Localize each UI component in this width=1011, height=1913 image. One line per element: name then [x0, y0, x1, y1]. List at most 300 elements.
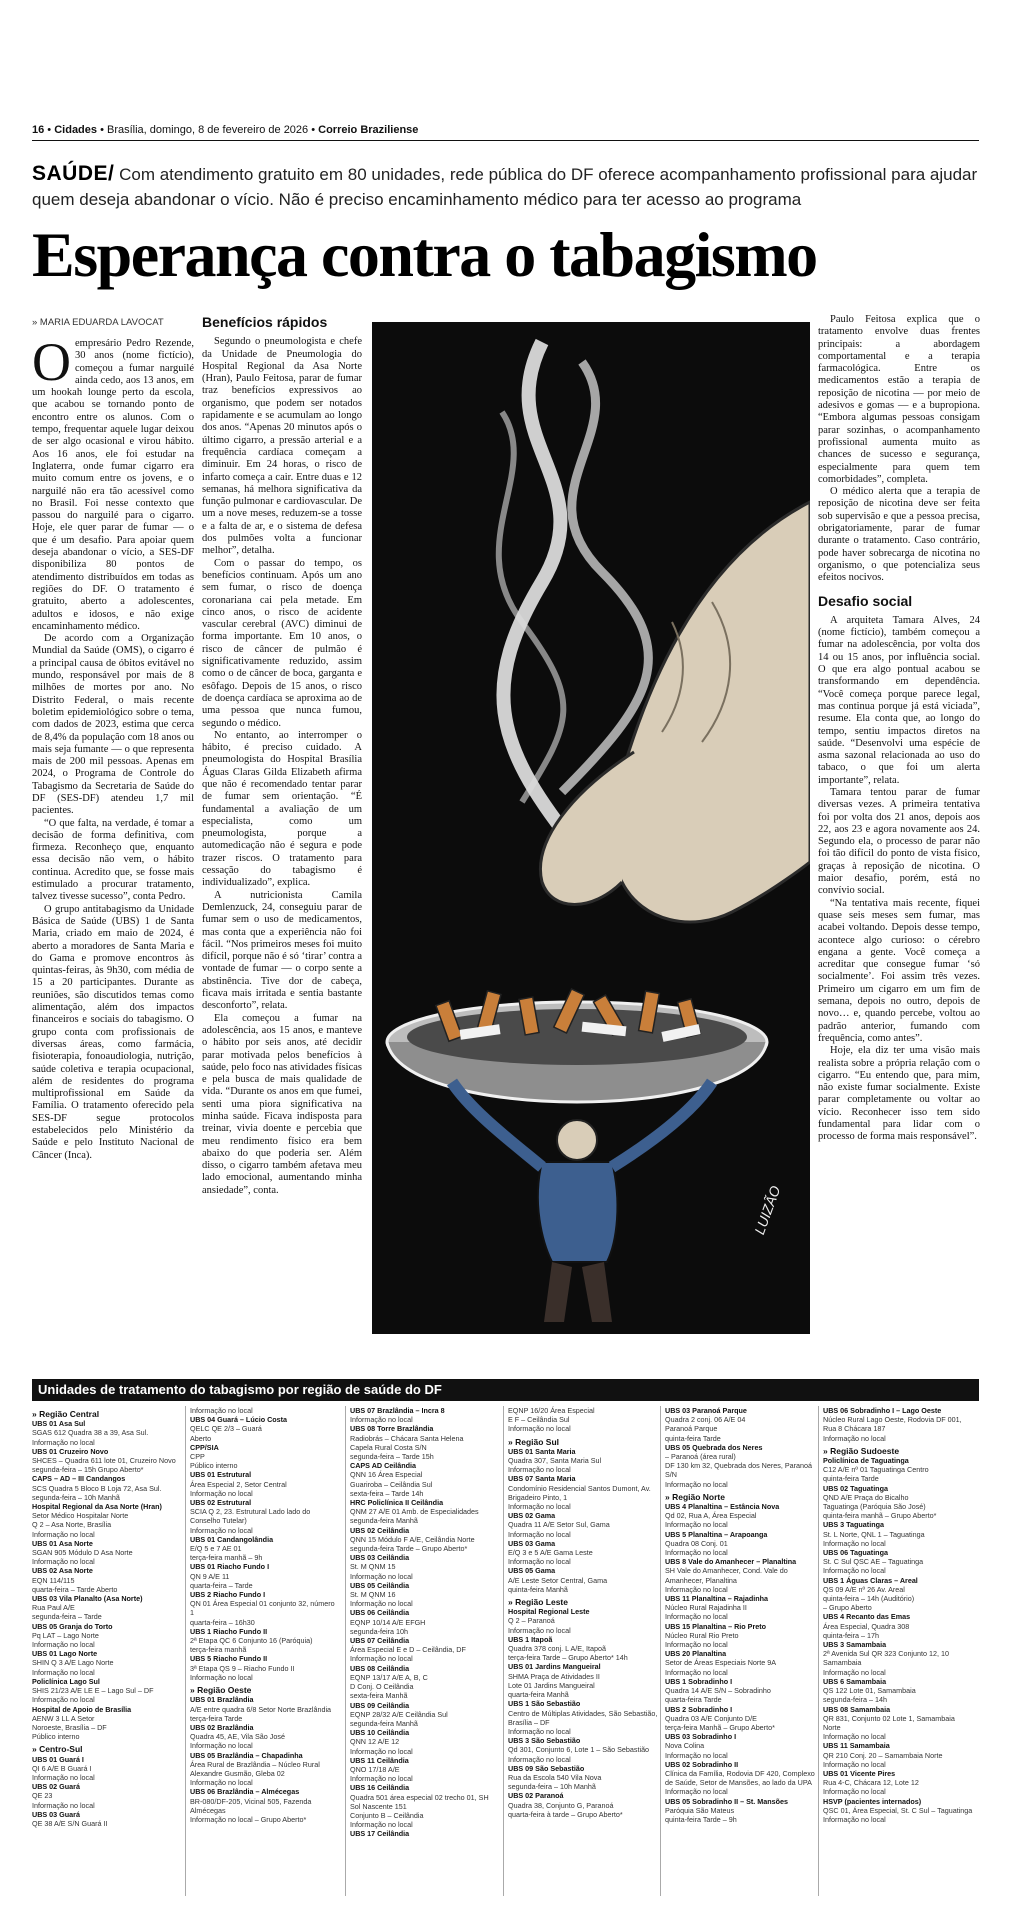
region-heading: » Região Central — [32, 1409, 100, 1419]
unit-detail: Informação no local — [823, 1814, 886, 1824]
unit-detail: QNN 16 Área Especial — [350, 1470, 423, 1480]
unit-detail: Informação no local — [823, 1759, 886, 1769]
unit-name: UBS 02 Paranoá — [508, 1791, 564, 1801]
unit-detail: Informação no local — [32, 1695, 95, 1705]
region-heading: » Centro-Sul — [32, 1744, 83, 1755]
unit-name: UBS 01 Jardins Mangueiral — [508, 1662, 601, 1672]
unit-name: UBS 11 Ceilândia — [350, 1755, 409, 1765]
unit-name: UBS 07 Ceilândia — [350, 1636, 410, 1646]
article-column-5 — [818, 314, 980, 1144]
unit-name: UBS 5 Planaltina – Arapoanga — [665, 1529, 768, 1539]
unit-detail: QNM 27 A/E 01 Amb. de Especialidades — [350, 1507, 479, 1517]
unit-detail: Capela Rural Costa S/N — [350, 1442, 427, 1452]
unit-name: Hospital Regional Leste — [508, 1607, 590, 1617]
unit-name: UBS 11 Planaltina – Rajadinha — [665, 1594, 769, 1604]
unit-detail: Público interno — [32, 1732, 80, 1742]
unit-detail: Núcleo Rural Rajadinha II — [665, 1603, 747, 1613]
column-divider — [345, 1406, 346, 1896]
unit-detail: – Grupo Aberto — [823, 1603, 872, 1613]
unit-detail: Área Especial E e D – Ceilândia, DF — [350, 1645, 466, 1655]
unit-detail: QN 9 A/E 11 — [190, 1571, 230, 1581]
unit-name: UBS 02 Sobradinho II — [665, 1759, 739, 1769]
unit-name: UBS 2 Riacho Fundo I — [190, 1590, 266, 1600]
units-column-4 — [508, 1406, 658, 1819]
unit-detail: QND A/E Praça do Bicalho — [823, 1492, 909, 1502]
unit-name: UBS 5 Riacho Fundo II — [190, 1654, 268, 1664]
unit-detail: quinta-feira – 14h (Auditório) — [823, 1594, 915, 1604]
page-number: 16 — [32, 124, 45, 136]
unit-detail: SGAN 905 Módulo D Asa Norte — [32, 1548, 133, 1558]
unit-detail: Rua 4-C, Chácara 12, Lote 12 — [823, 1778, 919, 1788]
unit-name: UBS 02 Gama — [508, 1511, 556, 1521]
unit-name: Hospital de Apoio de Brasília — [32, 1704, 132, 1714]
unit-name: UBS 3 São Sebastião — [508, 1736, 581, 1746]
unit-detail: SCS Quadra 5 Bloco B Loja 72, Asa Sul. — [32, 1483, 162, 1493]
unit-name: CAPS – AD – III Candangos — [32, 1474, 126, 1484]
unit-detail: Informação no local — [823, 1433, 886, 1443]
unit-detail: DF 130 km 32, Quebrada dos Neres, Paranoá S/N — [665, 1461, 813, 1480]
unit-detail: terça-feira Tarde – Grupo Aberto* 14h — [508, 1653, 628, 1663]
unit-detail: Informação no local — [32, 1667, 95, 1677]
unit-detail: segunda-feira – Tarde 15h — [350, 1452, 434, 1462]
unit-name: UBS 08 Ceilândia — [350, 1663, 410, 1673]
unit-detail: Informação no local – Grupo Aberto* — [190, 1814, 307, 1824]
unit-detail: Condomínio Residencial Santos Dumont, Av. Brigadeiro Pinto, 1 — [508, 1483, 651, 1502]
unit-detail: Informação no local — [665, 1584, 728, 1594]
unit-detail: EQN 114/115 — [32, 1575, 75, 1585]
unit-detail: segunda-feira Tarde – Grupo Aberto* — [350, 1544, 468, 1554]
unit-detail: Quadra 2 conj. 06 A/E 04 — [665, 1415, 746, 1425]
unit-detail: EQNP 16/20 Área Especial — [508, 1406, 595, 1415]
unit-name: UBS 05 Sobradinho II – St. Mansões — [665, 1796, 789, 1806]
unit-detail: terça-feira Manhã – Grupo Aberto* — [665, 1722, 775, 1732]
unit-name: UBS 05 Ceilândia — [350, 1580, 410, 1590]
units-column-6 — [823, 1406, 973, 1824]
unit-detail: quarta-feira – Tarde Aberto — [32, 1584, 118, 1594]
unit-detail: Conjunto B – Ceilândia — [350, 1810, 424, 1820]
unit-name: UBS 01 Lago Norte — [32, 1649, 98, 1659]
unit-name: CPP/SIA — [190, 1442, 219, 1452]
unit-name: UBS 01 Guará I — [32, 1754, 84, 1764]
unit-detail: St. M QNM 15 — [350, 1562, 396, 1572]
unit-detail: QS 122 Lote 01, Samambaia — [823, 1686, 916, 1696]
unit-name: UBS 03 Guará — [32, 1809, 80, 1819]
column-divider — [660, 1406, 661, 1896]
unit-name: UBS 02 Asa Norte — [32, 1566, 93, 1576]
unit-name: UBS 03 Gama — [508, 1538, 556, 1548]
unit-detail: sexta-feira Manhã — [350, 1691, 408, 1701]
article-paragraph: O grupo antitabagismo da Unidade Básica de Saúde (UBS) 1 de Santa Maria, criado em maio de 2024, é aberto a moradores de Santa Maria e do Gama e promove encontros às quintas-feiras, às 9h30, com média de 15 a 20 participantes. Durante as reuniões, são discutidos temas como alimentação, além dos impactos financeiros e sociais do tabagismo. O grupo conta com profissionais de diversas áreas, como farmácia, fisioterapia, fonoaudiologia, nutrição, saúde coletiva e terapia ocupacional, além de residentes do programa multiprofissional em Saúde da Família. O tratamento oferecido pela SES-DF segue protocolos estabelecidos pelo Ministério da Saúde e pelo Instituto Nacional de Câncer (Inca). — [32, 903, 194, 1161]
unit-detail: Informação no local — [665, 1787, 728, 1797]
article-paragraph: Ela começou a fumar na adolescência, aos 15 anos, e manteve o hábito por seis anos, até decidir parar motivada pelos benefícios à saúde, pelo foco nas atividades físicas e pela busca de mais qualidade de vida. “Durante os anos em que fumei, senti uma piora significativa na minha saúde. Ficava indisposta para treinar, vivia doente e percebia que meu rendimento físico era bem abaixo do que poderia ser. Além disso, o cigarro também afetava meu lado emocional, aumentando minha ansiedade”, conta. — [202, 1012, 362, 1196]
unit-detail: D Conj. O Ceilândia — [350, 1682, 414, 1692]
region-heading: » Região Sul — [508, 1436, 560, 1447]
unit-detail: SHCES – Quadra 611 lote 01, Cruzeiro Novo — [32, 1456, 176, 1466]
article-paragraph: “Na tentativa mais recente, fiquei quase seis meses sem fumar, mas acabei voltando. Depois desse tempo, acontece algo curioso: o cérebro engana a gente. Você começa a acreditar que consegue fumar ‘só socialmente’. Foi assim três vezes. Primeiro um cigarro em um fim de semana, depois no outro, depois de novo… e, quando percebe, voltou ao padrão anterior, fumando com frequência, como antes”. — [818, 897, 980, 1044]
unit-name: UBS 4 Recanto das Emas — [823, 1612, 911, 1622]
unit-detail: St. M QNM 16 — [350, 1590, 396, 1600]
unit-detail: Informação no local — [350, 1746, 413, 1756]
unit-detail: Rua da Escola 540 Vila Nova — [508, 1772, 602, 1782]
unit-name: UBS 1 Águas Claras – Areal — [823, 1575, 918, 1585]
unit-detail: quarta-feira Manhã — [508, 1690, 569, 1700]
unit-detail: Paranoá Parque — [665, 1424, 718, 1434]
unit-detail: Informação no local — [823, 1787, 886, 1797]
unit-detail: Informação no local — [190, 1488, 253, 1498]
newspaper-name: Correio Braziliense — [318, 124, 419, 136]
unit-name: UBS 8 Vale do Amanhecer – Planaltina — [665, 1557, 797, 1567]
unit-detail: Informação no local — [508, 1557, 571, 1567]
article-paragraph: A nutricionista Camila Demlenzuck, 24, conseguiu parar de fumar sem o uso de medicamentos, mas conta que a experiência não foi fácil. “Nos primeiros meses foi muito difícil, porque não é só ‘tirar’ contra a vontade de fumar — o corpo sente a abstinência. Tive dor de cabeça, ficava mais irritada e sentia bastante desconforto”, relata. — [202, 889, 362, 1012]
unit-detail: St. L Norte, QNL 1 – Taguatinga — [823, 1529, 925, 1539]
unit-name: Policlínica Lago Sul — [32, 1676, 100, 1686]
unit-name: UBS 15 Planaltina – Rio Preto — [665, 1621, 767, 1631]
unit-detail: Quadra 45, AE, Vila São José — [190, 1732, 285, 1742]
unit-detail: Pq LAT – Lago Norte — [32, 1630, 99, 1640]
unit-name: UBS 02 Estrutural — [190, 1498, 252, 1508]
unit-name: UBS 02 Ceilândia — [350, 1525, 410, 1535]
unit-name: Policlínica de Taguatinga — [823, 1456, 909, 1466]
unit-detail: segunda-feira 10h — [350, 1626, 408, 1636]
unit-detail: Radiobrás – Chácara Santa Helena — [350, 1433, 464, 1443]
unit-detail: Informação no local — [508, 1625, 571, 1635]
unit-detail: QE 38 A/E S/N Guará II — [32, 1818, 108, 1828]
unit-name: UBS 01 Estrutural — [190, 1470, 252, 1480]
unit-name: UBS 1 Riacho Fundo II — [190, 1626, 268, 1636]
unit-name: UBS 3 Taguatinga — [823, 1520, 884, 1530]
unit-detail: Informação no local — [508, 1424, 571, 1434]
unit-detail: Q 2 – Paranoá — [508, 1616, 555, 1626]
unit-detail: QI 6 A/E B Guará I — [32, 1763, 92, 1773]
unit-name: UBS 01 Vicente Pires — [823, 1768, 896, 1778]
unit-detail: QELC QE 2/3 – Guará — [190, 1424, 262, 1434]
unit-detail: segunda-feira Manhã — [350, 1718, 418, 1728]
unit-name: UBS 05 Brazlândia – Chapadinha — [190, 1750, 303, 1760]
unit-detail: Guariroba – Ceilândia Sul — [350, 1479, 433, 1489]
unit-name: UBS 06 Sobradinho I – Lago Oeste — [823, 1406, 942, 1415]
unit-detail: Quadra 307, Santa Maria Sul — [508, 1456, 602, 1466]
unit-detail: Informação no local — [823, 1667, 886, 1677]
unit-detail: Informação no local — [508, 1502, 571, 1512]
kicker-text: Com atendimento gratuito em 80 unidades, rede pública do DF oferece acompanhamento profissional para ajudar quem deseja abandonar o vício. Não é preciso encaminhamento médico para ter acesso ao programa — [32, 165, 978, 209]
unit-detail: Informação no local — [32, 1529, 95, 1539]
unit-detail: Aberto — [190, 1433, 212, 1443]
unit-detail: Quadra 501 área especial 02 trecho 01, SH Sol Nascente 151 — [350, 1792, 489, 1811]
unit-detail: Informação no local — [665, 1750, 728, 1760]
unit-detail: QNO 17/18 A/E — [350, 1764, 400, 1774]
article-paragraph: De acordo com a Organização Mundial da Saúde (OMS), o cigarro é a principal causa de óbitos evitável no mundo, responsável por mais de 8 milhões de mortes por ano. No Distrito Federal, o mais recente boletim epidemiológico sobre o tema, com dados de 2023, estima que cerca de 8,4% da população com 18 anos ou mais seja fumante — o que representa mais de 200 mil pessoas. Apenas em 2024, o Programa de Controle do Tabagismo da Secretaria de Saúde do DF (SES-DF) atendeu 1,7 mil pacientes. — [32, 633, 194, 817]
unit-detail: quinta-feira Manhã — [508, 1584, 568, 1594]
unit-name: UBS 06 Brazlândia – Almécegas — [190, 1787, 300, 1797]
unit-detail: Informação no local — [350, 1774, 413, 1784]
unit-detail: QS 09 A/E nº 26 Av. Areal — [823, 1584, 905, 1594]
article-paragraph: A arquiteta Tamara Alves, 24 (nome fictício), também começou a fumar na adolescência, por volta dos 14 ou 15 anos, por influência social. O que era algo pontual acabou se transformando em dependência. “Você começa porque parece legal, mas continua porque já está viciada”, resume. Ela conta que, ao longo do tempo, sentiu impactos diretos na saúde. “Desenvolvi uma espécie de asma sazonal relacionada ao uso do tabaco, o que foi um alerta importante”, relata. — [818, 614, 980, 786]
unit-detail: Quadra 38, Conjunto G, Paranoá — [508, 1800, 614, 1810]
unit-name: UBS 09 Ceilândia — [350, 1700, 410, 1710]
unit-name: UBS 09 São Sebastião — [508, 1763, 585, 1773]
unit-name: UBS 05 Gama — [508, 1566, 556, 1576]
unit-detail: Informação no local — [665, 1640, 728, 1650]
unit-name: HSVP (pacientes internados) — [823, 1796, 922, 1806]
dateline: Brasília, domingo, 8 de fevereiro de 2026 — [106, 124, 309, 136]
subhead-desafio: Desafio social — [818, 592, 913, 609]
unit-detail: EQNP 10/14 A/E EFGH — [350, 1617, 426, 1627]
lead-paragraph: Oempresário Pedro Rezende, 30 anos (nome fictício), começou a fumar narguilé ainda cedo, aos 13 anos, em um hookah lounge perto da escola, que acabou se tornando ponto de encontro entre os alunos. Com o tempo, frequentar aquele lugar deixou de ser algo ocasional e virou hábito. Aos 16 anos, ele foi estudar na Inglaterra, onde fumar cigarro era muito comum entre os jovens, e o narguilé não era tão acessível como no Brasil. Foi nesse contexto que passou do narguilé para o cigarro. Hoje, ele quer parar de fumar — o que é um desafio. Para apoiar quem deseja abandonar o vício, a SES-DF disponibiliza 80 pontos de atendimento distribuídos em todas as regiões do DF. O tratamento é gratuito, aberto a adolescentes, adultos e idosos, e não exige encaminhamento médico. — [32, 332, 194, 632]
unit-detail: sexta-feira – Tarde 14h — [350, 1488, 424, 1498]
unit-detail: Setor Médico Hospitalar Norte — [32, 1511, 129, 1521]
article-paragraph: No entanto, ao interromper o hábito, é preciso cuidado. A pneumologista do Hospital Brasília Águas Claras Gilda Elizabeth afirma que não é recomendado tentar parar de fumar sem orientação. “É fundamental a avaliação de um especialista, como um pneumologista, porque a automedicação não é segura e pode trazer riscos. O tratamento para cessação do tabagismo é individualizado”, explica. — [202, 729, 362, 889]
unit-detail: Informação no local — [190, 1672, 253, 1682]
unit-detail: Quadra 03 A/E Conjunto D/E — [665, 1713, 757, 1723]
unit-name: UBS 6 Samambaia — [823, 1676, 887, 1686]
unit-detail: Centro de Múltiplas Atividades, São Sebastião, Brasília – DF — [508, 1708, 658, 1727]
unit-detail: Informação no local — [508, 1726, 571, 1736]
column-divider — [185, 1406, 186, 1896]
unit-detail: Qd 301, Conjunto 6, Lote 1 – São Sebastião — [508, 1745, 650, 1755]
unit-detail: – Paranoá (área rural) — [665, 1452, 736, 1462]
unit-detail: A/E entre quadra 6/8 Setor Norte Brazlândia — [190, 1704, 332, 1714]
unit-detail: Qd 02, Rua A, Área Especial — [665, 1511, 757, 1521]
unit-detail: terça-feira manhã – 9h — [190, 1553, 263, 1563]
unit-detail: QR 210 Conj. 20 – Samambaia Norte — [823, 1750, 943, 1760]
unit-name: UBS 17 Ceilândia — [350, 1829, 410, 1839]
headline: Esperança contra o tabagismo — [32, 219, 817, 290]
unit-detail: Noroeste, Brasília – DF — [32, 1722, 107, 1732]
article-column-2 — [202, 314, 362, 1197]
article-paragraph: “O que falta, na verdade, é tomar a decisão de forma definitiva, com firmeza. Reconheço que, enquanto essa decisão não vem, o hábito continua. Acredito que, se fosse mais estimulado a procurar tratamento, talvez tivesse sucesso”, conta Pedro. — [32, 817, 194, 903]
unit-detail: QNN 12 A/E 12 — [350, 1737, 400, 1747]
unit-detail: Informação no local — [32, 1557, 95, 1567]
unit-detail: Quadra 378 conj. L A/E, Itapoã — [508, 1644, 607, 1654]
unit-detail: Informação no local — [32, 1800, 95, 1810]
unit-detail: Quadra 11 A/E Setor Sul, Gama — [508, 1520, 610, 1530]
unit-detail: Informação no local — [823, 1732, 886, 1742]
unit-name: UBS 06 Ceilândia — [350, 1608, 410, 1618]
column-divider — [818, 1406, 819, 1896]
unit-name: UBS 02 Guará — [32, 1782, 80, 1792]
unit-detail: SGAS 612 Quadra 38 a 39, Asa Sul. — [32, 1428, 149, 1438]
unit-detail: terça-feira Tarde — [190, 1713, 243, 1723]
unit-detail: quinta-feira Tarde — [823, 1474, 879, 1484]
unit-name: UBS 05 Quebrada dos Neres — [665, 1442, 763, 1452]
unit-detail: Área Rural de Brazlândia – Núcleo Rural Alexandre Gusmão, Gleba 02 — [190, 1759, 320, 1778]
illustration — [372, 322, 810, 1334]
unit-name: UBS 06 Taguatinga — [823, 1548, 888, 1558]
article-paragraph: Com o passar do tempo, os benefícios continuam. Após um ano sem fumar, o risco de doença coronariana cai pela metade. Em cinco anos, o risco de acidente vascular cerebral (AVC) diminui de forma importante. Em 10 anos, o risco de câncer de pulmão é significativamente reduzido, assim como o de câncer de boca, garganta e esôfago. Depois de 15 anos, o risco de doença cardíaca se aproxima ao de uma pessoa que nunca fumou, segundo o médico. — [202, 557, 362, 729]
unit-detail: Informação no local — [508, 1465, 571, 1475]
unit-name: UBS 03 Ceilândia — [350, 1553, 410, 1563]
unit-detail: Lote 01 Jardins Mangueiral — [508, 1680, 595, 1690]
unit-name: CAPS AD Ceilândia — [350, 1461, 417, 1471]
units-table-title: Unidades de tratamento do tabagismo por região de saúde do DF — [32, 1379, 979, 1401]
article-paragraph: O médico alerta que a terapia de reposição de nicotina deve ser feita sob supervisão e que a pessoa precisa, obrigatoriamente, parar de fumar durante o tratamento. Caso contrário, pode haver sobrecarga de nicotina no organismo, o que potencializa seus efeitos nocivos. — [818, 486, 980, 584]
unit-name: UBS 01 Asa Sul — [32, 1419, 86, 1429]
unit-detail: QSC 01, Área Especial, St. C Sul – Taguatinga — [823, 1805, 973, 1815]
unit-detail: Setor de Áreas Especiais Norte 9A — [665, 1658, 777, 1668]
unit-detail: Nova Colina — [665, 1741, 705, 1751]
unit-detail: segunda-feira – 10h Manhã — [32, 1492, 120, 1502]
region-heading: » Região Oeste — [190, 1685, 252, 1696]
unit-detail: C12 A/E nº 01 Taguatinga Centro — [823, 1465, 929, 1475]
unit-detail: Informação no local — [350, 1654, 413, 1664]
unit-detail: Informação no local — [190, 1741, 253, 1751]
unit-detail: Informação no local — [350, 1599, 413, 1609]
unit-detail: Informação no local — [665, 1520, 728, 1530]
unit-detail: E F – Ceilândia Sul — [508, 1415, 570, 1425]
unit-detail: Rua Paul A/E — [32, 1603, 75, 1613]
unit-detail: Informação no local — [665, 1479, 728, 1489]
subhead-beneficios: Benefícios rápidos — [202, 314, 328, 330]
unit-detail: EQNP 13/17 A/E A, B, C — [350, 1672, 428, 1682]
unit-detail: Núcleo Rural Lago Oeste, Rodovia DF 001, Rua 8 Chácara 187 — [823, 1415, 962, 1434]
unit-name: UBS 2 Sobradinho I — [665, 1704, 733, 1714]
unit-detail: Informação no local — [508, 1529, 571, 1539]
article-paragraph: Segundo o pneumologista e chefe da Unidade de Pneumologia do Hospital Regional da Asa Norte (Hran), Paulo Feitosa, parar de fumar traz benefícios expressivos ao organismo, que podem ser notados rapidamente e se acumulam ao longo dos anos. “Apenas 20 minutos após o último cigarro, a pressão arterial e a frequência cardíaca começam a diminuir. Em 24 horas, o risco de infarto começa a cair. Entre duas e 12 semanas, há melhora significativa da função pulmonar e cardiovascular. De um a nove meses, reduzem-se a tosse e a falta de ar, e o sistema de defesa dos pulmões volta a funcionar melhor”, detalha. — [202, 336, 362, 557]
unit-detail: Informação no local — [32, 1772, 95, 1782]
unit-detail: EQNP 28/32 A/E Ceilândia Sul — [350, 1709, 448, 1719]
units-column-2 — [190, 1406, 340, 1824]
article-paragraph: Hoje, ela diz ter uma visão mais realista sobre a própria relação com o cigarro. “Eu entendo que, para mim, não existe fumar socialmente. Existe parar completamente ou voltar ao vício. Reconhecer isso tem sido fundamental para lidar com o processo de forma mais responsável”. — [818, 1045, 980, 1143]
unit-detail: Informação no local — [190, 1406, 253, 1415]
unit-detail: segunda-feira – 10h Manhã — [508, 1782, 596, 1792]
unit-name: UBS 01 Cruzeiro Novo — [32, 1446, 109, 1456]
unit-name: UBS 11 Samambaia — [823, 1741, 890, 1751]
unit-detail: segunda-feira – 15h Grupo Aberto* — [32, 1465, 144, 1475]
unit-detail: Clínica da Família, Rodovia DF 420, Complexo de Saúde, Setor de Mansões, ao lado da UPA — [665, 1768, 815, 1788]
unit-detail: QN 01 Área Especial 01 conjunto 32, número 1 — [190, 1599, 335, 1618]
unit-detail: Informação no local — [32, 1640, 95, 1650]
unit-name: UBS 05 Granja do Torto — [32, 1621, 113, 1631]
unit-detail: Quadra 14 A/E S/N – Sobradinho — [665, 1686, 771, 1696]
kicker-section: SAÚDE/ — [32, 162, 115, 185]
column-divider — [503, 1406, 504, 1896]
unit-name: UBS 03 Sobradinho I — [665, 1732, 737, 1742]
region-heading: » Região Norte — [665, 1491, 725, 1502]
unit-detail: Quadra 08 Conj. 01 — [665, 1538, 728, 1548]
unit-detail: SCIA Q 2, 23. Estrutural Lado lado do Conselho Tutelar) — [190, 1507, 311, 1526]
unit-name: UBS 01 Asa Norte — [32, 1538, 93, 1548]
unit-detail: Informação no local — [32, 1437, 95, 1447]
unit-detail: CPP — [190, 1452, 205, 1462]
top-rule — [32, 140, 979, 141]
unit-detail: Q 2 – Asa Norte, Brasília — [32, 1520, 112, 1530]
unit-name: UBS 1 São Sebastião — [508, 1699, 581, 1709]
article-paragraph: Tamara tentou parar de fumar diversas vezes. A primeira tentativa foi por volta dos 21 anos, depois aos 22, aos 23 e agora novamente aos 24. Segundo ela, o processo de parar não foi tão difícil do ponto de vista físico, graças à reposição de nicotina. O maior desafio, porém, está no convívio social. — [818, 786, 980, 897]
unit-detail: Área Especial, Quadra 308 — [823, 1621, 910, 1631]
unit-detail: quinta-feira Tarde — [665, 1433, 721, 1443]
kicker — [32, 161, 979, 212]
unit-name: UBS 4 Planaltina – Estância Nova — [665, 1502, 780, 1512]
region-heading: » Região Leste — [508, 1597, 568, 1608]
unit-detail: AENW 3 LL A Setor — [32, 1713, 95, 1723]
unit-name: UBS 20 Planaltina — [665, 1649, 727, 1659]
unit-detail: Informação no local — [823, 1538, 886, 1548]
units-column-3 — [350, 1406, 500, 1839]
unit-detail: quarta-feira – Tarde — [190, 1580, 253, 1590]
unit-detail: BR-080/DF-205, Vicinal 505, Fazenda Almécegas — [190, 1796, 312, 1815]
ashtray-illustration — [372, 322, 810, 1334]
unit-name: UBS 07 Santa Maria — [508, 1474, 576, 1484]
section-name: Cidades — [54, 124, 98, 136]
unit-detail: Área Especial 2, Setor Central — [190, 1479, 287, 1489]
unit-detail: 2ª Etapa QC 6 Conjunto 16 (Paróquia) — [190, 1636, 313, 1646]
page-folio: 16 • Cidades • Brasília, domingo, 8 de fevereiro de 2026 • Correio Braziliense — [32, 124, 419, 136]
unit-name: UBS 1 Itapoã — [508, 1634, 553, 1644]
unit-detail: QE 23 — [32, 1791, 53, 1801]
unit-name: UBS 07 Brazlândia – Incra 8 — [350, 1406, 445, 1415]
unit-detail: Taguatinga (Paróquia São José) — [823, 1502, 926, 1512]
byline: » MARIA EDUARDA LAVOCAT — [32, 317, 164, 328]
unit-name: UBS 02 Taguatinga — [823, 1483, 888, 1493]
unit-detail: Informação no local — [350, 1820, 413, 1830]
unit-detail: quinta-feira – 17h — [823, 1630, 879, 1640]
unit-detail: SH Vale do Amanhecer, Cond. Vale do Amanhecer, Planaltina — [665, 1566, 788, 1585]
unit-detail: segunda-feira – 14h — [823, 1695, 887, 1705]
unit-detail: E/Q 3 e 5 A/E Gama Leste — [508, 1548, 593, 1558]
unit-detail: terça-feira manhã — [190, 1645, 247, 1655]
unit-detail: Informação no local — [350, 1571, 413, 1581]
article-column-1 — [32, 332, 194, 1162]
unit-detail: Informação no local — [190, 1778, 253, 1788]
unit-name: UBS 01 Brazlândia — [190, 1695, 254, 1705]
unit-detail: A/E Leste Setor Central, Gama — [508, 1575, 608, 1585]
unit-detail: quinta-feira Tarde – 9h — [665, 1814, 737, 1824]
dropcap: O — [32, 332, 71, 392]
unit-detail: E/Q 5 e 7 AE 01 — [190, 1544, 242, 1554]
unit-detail: 3ª Etapa QS 9 – Riacho Fundo II — [190, 1663, 295, 1673]
unit-name: UBS 02 Brazlândia — [190, 1722, 254, 1732]
unit-name: UBS 10 Ceilândia — [350, 1728, 410, 1738]
units-column-1 — [32, 1406, 182, 1828]
unit-name: UBS 16 Ceilândia — [350, 1783, 410, 1793]
unit-name: UBS 08 Torre Brazlândia — [350, 1424, 434, 1434]
unit-detail: Público interno — [190, 1461, 238, 1471]
unit-name: UBS 01 Santa Maria — [508, 1446, 576, 1456]
unit-detail: SHMA Praça de Atividades II — [508, 1671, 600, 1681]
unit-detail: Informação no local — [665, 1548, 728, 1558]
unit-detail: segunda-feira Manhã — [350, 1516, 418, 1526]
unit-name: UBS 1 Sobradinho I — [665, 1676, 733, 1686]
unit-detail: quarta-feira à tarde – Grupo Aberto* — [508, 1809, 623, 1819]
unit-detail: segunda-feira – Tarde — [32, 1612, 102, 1622]
article-paragraph: Paulo Feitosa explica que o tratamento envolve duas frentes principais: a abordagem comportamental e a terapia farmacológica. Entre os medicamentos estão a terapia de reposição de nicotina — por meio de adesivos e gomas — e a bupropiona. “Embora algumas pessoas consigam parar sozinhas, o acompanhamento profissional aumenta muito as chances de sucesso e segurança, especialmente para quem tem comorbidades”, completa. — [818, 314, 980, 485]
unit-detail: Informação no local — [823, 1566, 886, 1576]
unit-name: UBS 01 Candangolândia — [190, 1534, 274, 1544]
unit-detail: Informação no local — [350, 1415, 413, 1425]
unit-name: Hospital Regional da Asa Norte (Hran) — [32, 1502, 162, 1512]
unit-name: UBS 04 Guará – Lúcio Costa — [190, 1415, 288, 1425]
unit-name: UBS 03 Paranoá Parque — [665, 1406, 747, 1415]
unit-detail: Informação no local — [190, 1525, 253, 1535]
unit-name: UBS 01 Riacho Fundo I — [190, 1562, 270, 1572]
unit-detail: Informação no local — [508, 1754, 571, 1764]
unit-detail: Paróquia São Mateus — [665, 1805, 735, 1815]
unit-detail: quarta-feira – 16h30 — [190, 1617, 255, 1627]
unit-detail: St. C Sul QSC AE – Taguatinga — [823, 1557, 924, 1567]
unit-detail: quarta-feira Tarde — [665, 1695, 722, 1705]
unit-detail: Informação no local — [665, 1612, 728, 1622]
unit-detail: QNN 15 Módulo F A/E, Ceilândia Norte — [350, 1534, 475, 1544]
unit-name: UBS 3 Samambaia — [823, 1640, 887, 1650]
unit-detail: SHIS 21/23 A/E LE E – Lago Sul – DF — [32, 1686, 154, 1696]
unit-name: UBS 08 Samambaia — [823, 1704, 891, 1714]
unit-detail: QR 831, Conjunto 02 Lote 1, Samambaia Norte — [823, 1713, 955, 1732]
unit-detail: 2ª Avenida Sul QR 323 Conjunto 12, 10 Samambaia — [823, 1649, 950, 1668]
unit-name: HRC Policlínica II Ceilândia — [350, 1498, 444, 1508]
units-column-5 — [665, 1406, 815, 1824]
unit-detail: Núcleo Rural Rio Preto — [665, 1630, 739, 1640]
unit-detail: Informação no local — [665, 1667, 728, 1677]
